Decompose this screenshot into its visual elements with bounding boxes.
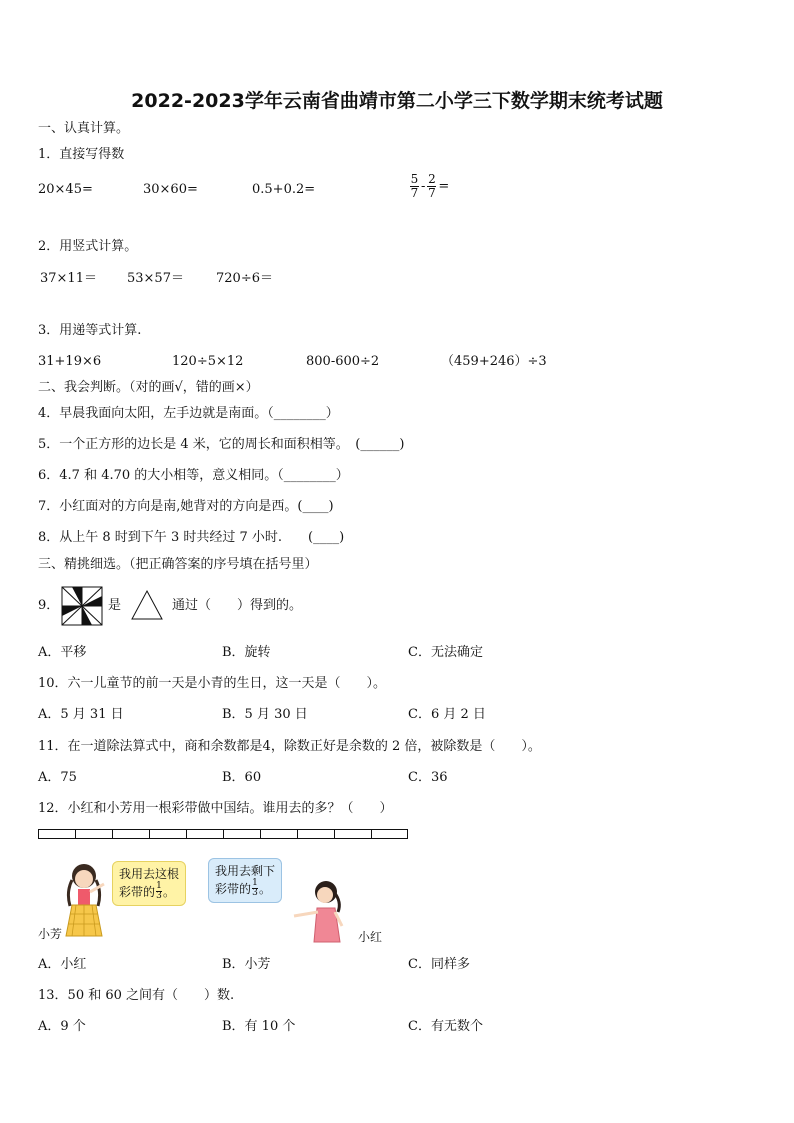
q9-option-c: C．无法确定 <box>408 645 483 660</box>
fraction-1 <box>410 173 419 200</box>
q10-option-c: C．6 月 2 日 <box>408 707 486 722</box>
q12-option-c: C．同样多 <box>408 957 470 972</box>
fraction-1-numerator: 5 <box>410 172 419 186</box>
bubble-xiaohong-numerator: 1 <box>252 878 258 888</box>
name-xiaohong: 小红 <box>358 930 383 944</box>
fraction-1-denominator: 7 <box>410 186 419 200</box>
q9-option-a: A．平移 <box>38 645 87 660</box>
q3-item-1: 31+19×6 <box>38 354 102 369</box>
q10-text: 10．六一儿童节的前一天是小青的生日，这一天是（ ）。 <box>38 676 387 691</box>
q13-option-b: B．有 10 个 <box>222 1019 296 1034</box>
bubble-xiaohong-line2: 彩带的 <box>215 881 252 896</box>
ribbon-strip <box>38 829 408 839</box>
q13-option-c: C．有无数个 <box>408 1019 483 1034</box>
q12-option-b: B．小芳 <box>222 957 271 972</box>
q1-item-2: 30×60= <box>143 182 198 197</box>
q1-label: 1．直接写得数 <box>38 147 125 162</box>
q1-fraction-expression <box>410 173 449 200</box>
q11-option-b: B．60 <box>222 770 262 785</box>
bubble-xiaohong-denominator: 3 <box>252 888 258 898</box>
judge-item-5: 5．一个正方形的边长是 4 米，它的周长和面积相等。 (______) <box>38 437 405 452</box>
triangle-figure <box>130 589 164 621</box>
q13-text: 13．50 和 60 之间有（ ）数. <box>38 988 235 1003</box>
q3-item-2: 120÷5×12 <box>172 354 244 369</box>
q3-item-3: 800-600÷2 <box>306 354 380 369</box>
fraction-2 <box>427 173 436 200</box>
bubble-xiaofang-line1: 我用去这根 <box>119 867 180 881</box>
speech-bubble-xiaohong <box>208 858 282 903</box>
judge-item-8: 8．从上午 8 时到下午 3 时共经过 7 小时. (____) <box>38 530 345 545</box>
section-1-heading: 一、认真计算。 <box>38 121 130 136</box>
q3-item-4: （459+246）÷3 <box>441 354 547 369</box>
q2-item-1: 37×11＝ <box>40 271 97 286</box>
q10-option-a: A．5 月 31 日 <box>38 707 124 722</box>
q12-option-a: A．小红 <box>38 957 87 972</box>
bubble-xiaofang-fraction <box>156 882 162 901</box>
pinwheel-figure <box>60 585 104 627</box>
bubble-xiaohong-line1: 我用去剩下 <box>215 864 276 878</box>
q2-label: 2．用竖式计算。 <box>38 239 138 254</box>
section-3-heading: 三、精挑细选。（把正确答案的序号填在括号里） <box>38 557 318 572</box>
q12-text: 12．小红和小芳用一根彩带做中国结。谁用去的多？（ ） <box>38 801 393 816</box>
q9-number: 9． <box>38 598 60 613</box>
equals-sign: = <box>438 178 450 194</box>
minus-sign: - <box>421 178 426 194</box>
q9-via-text: 通过（ ）得到的。 <box>172 598 303 613</box>
judge-item-4: 4．早晨我面向太阳，左手边就是南面。（________） <box>38 406 339 421</box>
q1-item-3: 0.5+0.2= <box>252 182 316 197</box>
q1-item-1: 20×45= <box>38 182 93 197</box>
q2-item-2: 53×57＝ <box>127 271 184 286</box>
q11-option-c: C．36 <box>408 770 448 785</box>
bubble-xiaofang-line2: 彩带的 <box>119 884 156 899</box>
q3-label: 3．用递等式计算. <box>38 323 142 338</box>
q13-option-a: A．9 个 <box>38 1019 86 1034</box>
girl-xiaohong-illustration <box>288 878 348 944</box>
page-title: 2022-2023学年云南省曲靖市第二小学三下数学期末统考试题 <box>131 90 663 112</box>
bubble-xiaofang-denominator: 3 <box>156 891 162 901</box>
bubble-xiaohong-period: 。 <box>259 881 272 896</box>
bubble-xiaofang-period: 。 <box>163 884 176 899</box>
q11-text: 11．在一道除法算式中，商和余数都是4，除数正好是余数的 2 倍，被除数是（ ）。 <box>38 739 541 754</box>
section-2-heading: 二、我会判断。（对的画√，错的画×） <box>38 380 259 395</box>
judge-item-7: 7．小红面对的方向是南,她背对的方向是西。(____) <box>38 499 334 514</box>
girl-xiaofang-illustration <box>58 862 110 942</box>
bubble-xiaohong-fraction <box>252 879 258 898</box>
q2-item-3: 720÷6＝ <box>216 271 273 286</box>
bubble-xiaofang-numerator: 1 <box>156 881 162 891</box>
q9-is-text: 是 <box>108 598 122 613</box>
fraction-2-numerator: 2 <box>428 172 436 186</box>
speech-bubble-xiaofang <box>112 861 186 906</box>
q11-option-a: A．75 <box>38 770 77 785</box>
name-xiaofang: 小芳 <box>38 927 63 941</box>
fraction-2-denominator: 7 <box>428 186 436 200</box>
q10-option-b: B．5 月 30 日 <box>222 707 308 722</box>
q9-option-b: B．旋转 <box>222 645 271 660</box>
judge-item-6: 6．4.7 和 4.70 的大小相等，意义相同。（________） <box>38 468 349 483</box>
